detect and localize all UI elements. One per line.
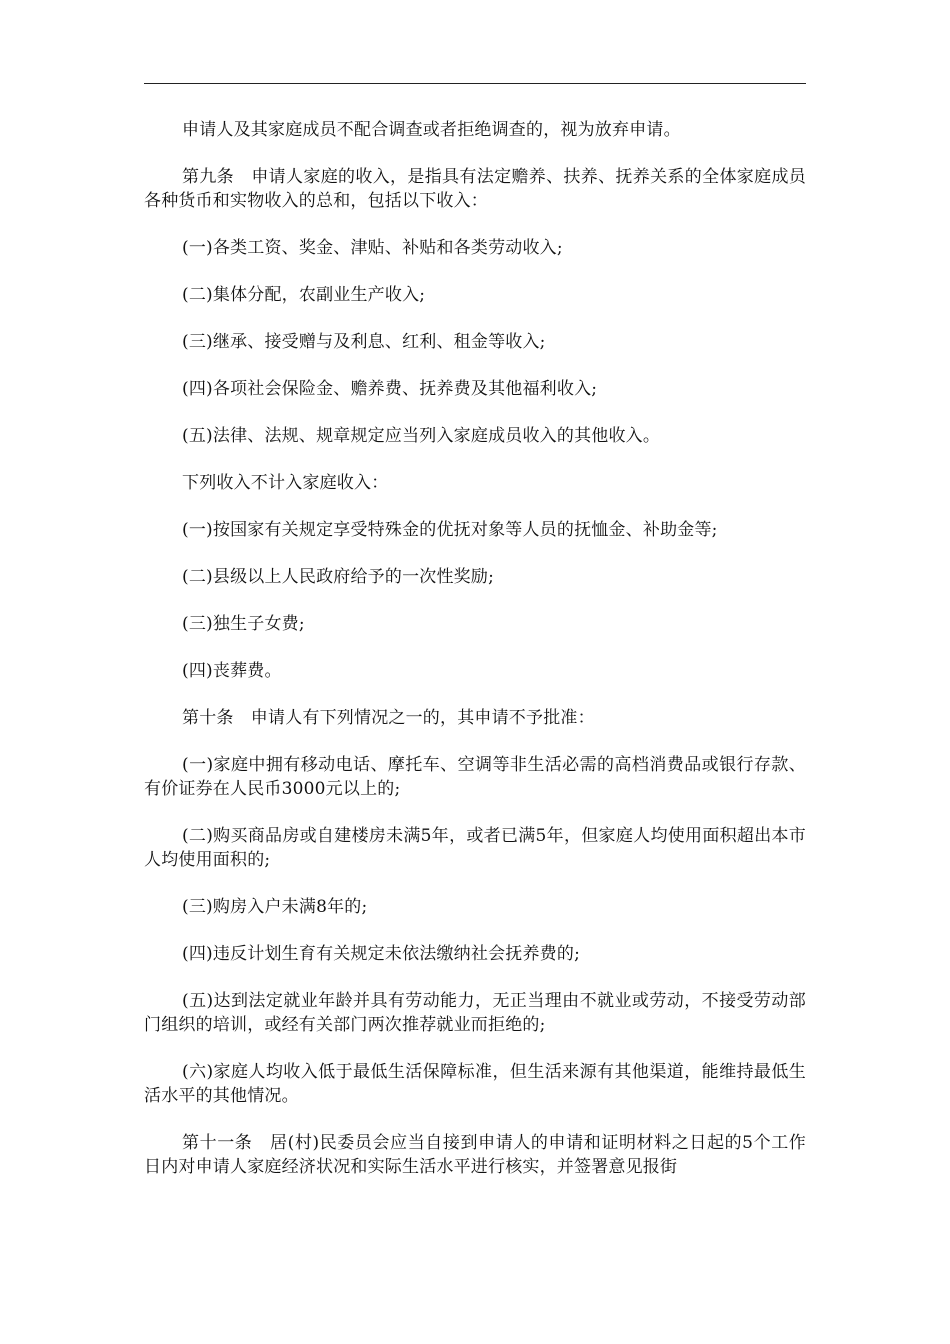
list-item-rejection-6: (六)家庭人均收入低于最低生活保障标准，但生活来源有其他渠道，能维持最低生活水平的其他情况。 [144, 1062, 806, 1106]
paragraph-refusal-note: 申请人及其家庭成员不配合调查或者拒绝调查的，视为放弃申请。 [182, 120, 681, 140]
header-rule [144, 83, 806, 84]
list-item-excluded-4: (四)丧葬费。 [182, 661, 282, 681]
list-item-income-5: (五)法律、法规、规章规定应当列入家庭成员收入的其他收入。 [182, 426, 661, 446]
paragraph-excluded-income: 下列收入不计入家庭收入： [182, 473, 389, 493]
list-item-rejection-3: (三)购房入户未满8年的; [182, 897, 368, 917]
list-item-rejection-1: (一)家庭中拥有移动电话、摩托车、空调等非生活必需的高档消费品或银行存款、有价证券在人民币3000元以上的; [144, 755, 806, 799]
list-item-rejection-2: (二)购买商品房或自建楼房未满5年，或者已满5年，但家庭人均使用面积超出本市人均使用面积的; [144, 826, 806, 870]
paragraph-article-11: 第十一条 居(村)民委员会应当自接到申请人的申请和证明材料之日起的5个工作日内对申请人家庭经济状况和实际生活水平进行核实，并签署意见报街 [144, 1133, 806, 1177]
list-item-income-3: (三)继承、接受赠与及利息、红利、租金等收入; [182, 332, 546, 352]
list-item-income-2: (二)集体分配，农副业生产收入; [182, 285, 426, 305]
document-body [144, 118, 806, 1202]
paragraph-article-9: 第九条 申请人家庭的收入，是指具有法定赡养、扶养、抚养关系的全体家庭成员各种货币和实物收入的总和，包括以下收入： [144, 167, 806, 211]
list-item-rejection-4: (四)违反计划生育有关规定未依法缴纳社会抚养费的; [182, 944, 580, 964]
paragraph-article-10: 第十条 申请人有下列情况之一的，其申请不予批准： [182, 708, 595, 728]
list-item-excluded-1: (一)按国家有关规定享受特殊金的优抚对象等人员的抚恤金、补助金等; [182, 520, 718, 540]
list-item-excluded-2: (二)县级以上人民政府给予的一次性奖励; [182, 567, 494, 587]
list-item-income-4: (四)各项社会保险金、赡养费、抚养费及其他福利收入; [182, 379, 598, 399]
list-item-rejection-5: (五)达到法定就业年龄并具有劳动能力，无正当理由不就业或劳动，不接受劳动部门组织的培训，或经有关部门两次推荐就业而拒绝的; [144, 991, 806, 1035]
list-item-excluded-3: (三)独生子女费; [182, 614, 305, 634]
list-item-income-1: (一)各类工资、奖金、津贴、补贴和各类劳动收入; [182, 238, 563, 258]
